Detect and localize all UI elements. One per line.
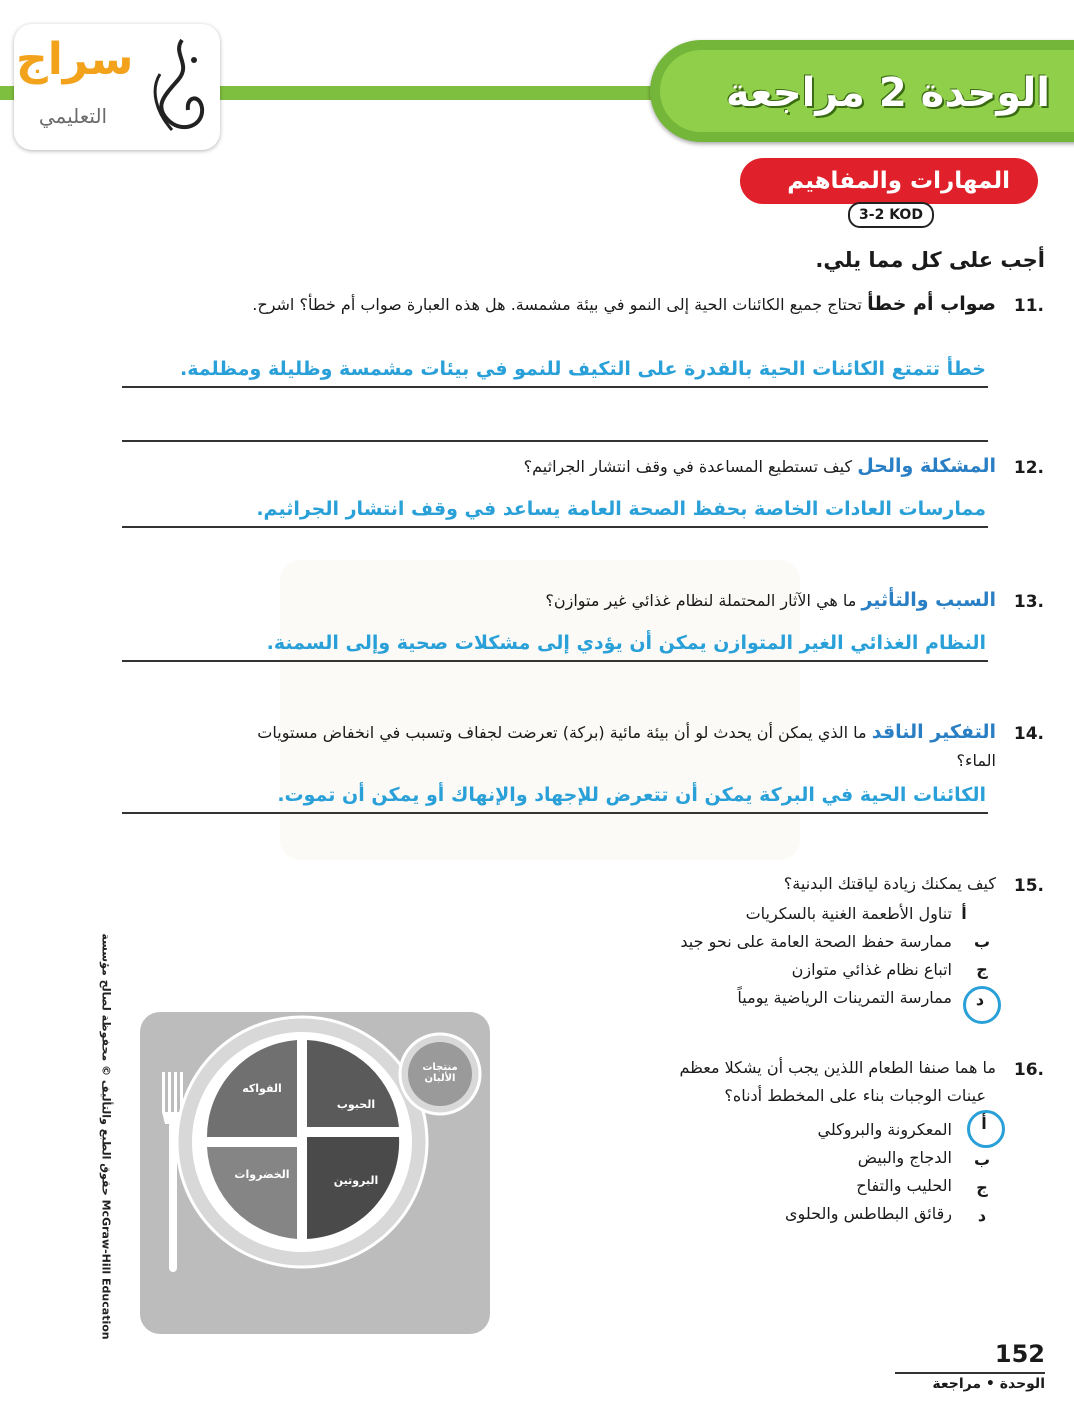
option-text[interactable]: تناول الأطعمة الغنية بالسكريات (745, 904, 952, 923)
plate-label-protein: البروتين (333, 1174, 379, 1187)
option-letter: د (977, 1206, 987, 1225)
question-16-text-line1: ما هما صنفا الطعام اللذين يجب أن يشكلا معظم (679, 1058, 996, 1077)
question-12-text (300, 452, 996, 481)
option-text[interactable]: اتباع نظام غذائي متوازن (791, 960, 952, 979)
instruction: أجب على كل مما يلي. (815, 248, 1045, 272)
logo-main-text: سراج (16, 34, 134, 85)
option-text[interactable]: رقائق البطاطس والحلوى (785, 1204, 952, 1223)
question-number: .12 (1013, 458, 1044, 478)
question-label: المشكلة والحل (857, 455, 996, 477)
plate-label-dairy: منتجات الألبان (422, 1062, 458, 1084)
option-text[interactable]: الدجاج والبيض (857, 1148, 952, 1167)
option-letter: د (975, 990, 985, 1009)
option-letter: ج (976, 960, 988, 979)
calligraphy-logo-icon (142, 34, 214, 142)
question-body: ما الذي يمكن أن يحدث لو أن بيئة مائية (بركة) تعرضت لجفاف وتسبب في انخفاض مستويات الماء؟ (257, 723, 996, 770)
sidebar-copyright: حقوق الطبع والتأليف © محفوظة لصالح مؤسسة McGraw-Hill Education (99, 933, 113, 1340)
question-body: ما هي الآثار المحتملة لنظام غذائي غير متوازن؟ (545, 591, 857, 610)
plate-label-fruits: الفواكه (242, 1082, 282, 1095)
answer-12: ممارسات العادات الخاصة بحفظ الصحة العامة يساعد في وقف انتشار الجراثيم. (256, 498, 986, 520)
question-label: السبب والتأثير (861, 589, 996, 611)
answer-13: النظام الغذائي الغير المتوازن يمكن أن يؤدي إلى مشكلات صحية وإلى السمنة. (266, 632, 986, 654)
option-letter: ب (973, 932, 991, 951)
answer-line (122, 660, 988, 662)
unit-title: الوحدة 2 مراجعة (725, 70, 1050, 116)
option-text[interactable]: ممارسة التمرينات الرياضية يومياً (737, 988, 952, 1007)
page-number: 152 (994, 1340, 1045, 1368)
option-text[interactable]: المعكرونة والبروكلي (817, 1120, 952, 1139)
question-number: .14 (1013, 724, 1044, 744)
question-label: التفكير الناقد (871, 721, 996, 743)
question-15-text: كيف يمكنك زيادة لياقتك البدنية؟ (783, 874, 996, 893)
answer-14: الكائنات الحية في البركة يمكن أن تتعرض للإجهاد والإنهاك أو يمكن أن تموت. (277, 784, 986, 806)
question-13-text (300, 586, 996, 615)
question-number: .13 (1013, 592, 1044, 612)
plate-graphic (140, 1012, 490, 1334)
question-16-text-line2: عينات الوجبات بناء على المخطط أدناه؟ (724, 1086, 986, 1105)
answer-line (122, 812, 988, 814)
option-text[interactable]: الحليب والتفاح (856, 1176, 952, 1195)
answer-11: خطأ تتمتع الكائنات الحية بالقدرة على التكيف للنمو في بيئات مشمسة وظليلة ومظلمة. (180, 358, 986, 380)
logo-sub-text: التعليمي (38, 104, 108, 128)
plate-label-vegetables: الخضروات (234, 1168, 290, 1181)
answer-line (122, 386, 988, 388)
question-number: .16 (1013, 1060, 1044, 1080)
footer-text: الوحدة • مراجعة (932, 1376, 1045, 1392)
option-letter: ب (973, 1150, 991, 1169)
question-body: تحتاج جميع الكائنات الحية إلى النمو في بيئة مشمسة. هل هذه العبارة صواب أم خطأ؟ اشرح. (252, 295, 863, 314)
footer-rule (895, 1372, 1045, 1374)
question-number: .15 (1013, 876, 1044, 896)
kod-badge: 3-2 KOD (848, 202, 934, 228)
question-14-text (226, 718, 996, 775)
option-letter: أ (961, 904, 967, 923)
option-letter: أ (981, 1114, 987, 1133)
myplate-diagram (140, 1012, 490, 1334)
question-number: .11 (1013, 296, 1044, 316)
question-body: كيف تستطيع المساعدة في وقف انتشار الجراثيم؟ (523, 457, 853, 476)
question-11-text (190, 290, 996, 319)
skills-label: المهارات والمفاهيم (787, 168, 1010, 194)
question-label: صواب أم خطأ (867, 293, 996, 315)
logo (14, 24, 220, 150)
answer-line (122, 526, 988, 528)
option-letter: ج (976, 1178, 988, 1197)
option-text[interactable]: ممارسة حفظ الصحة العامة على نحو جيد (680, 932, 952, 951)
plate-label-grains: الحبوب (336, 1098, 376, 1111)
answer-line (122, 440, 988, 442)
